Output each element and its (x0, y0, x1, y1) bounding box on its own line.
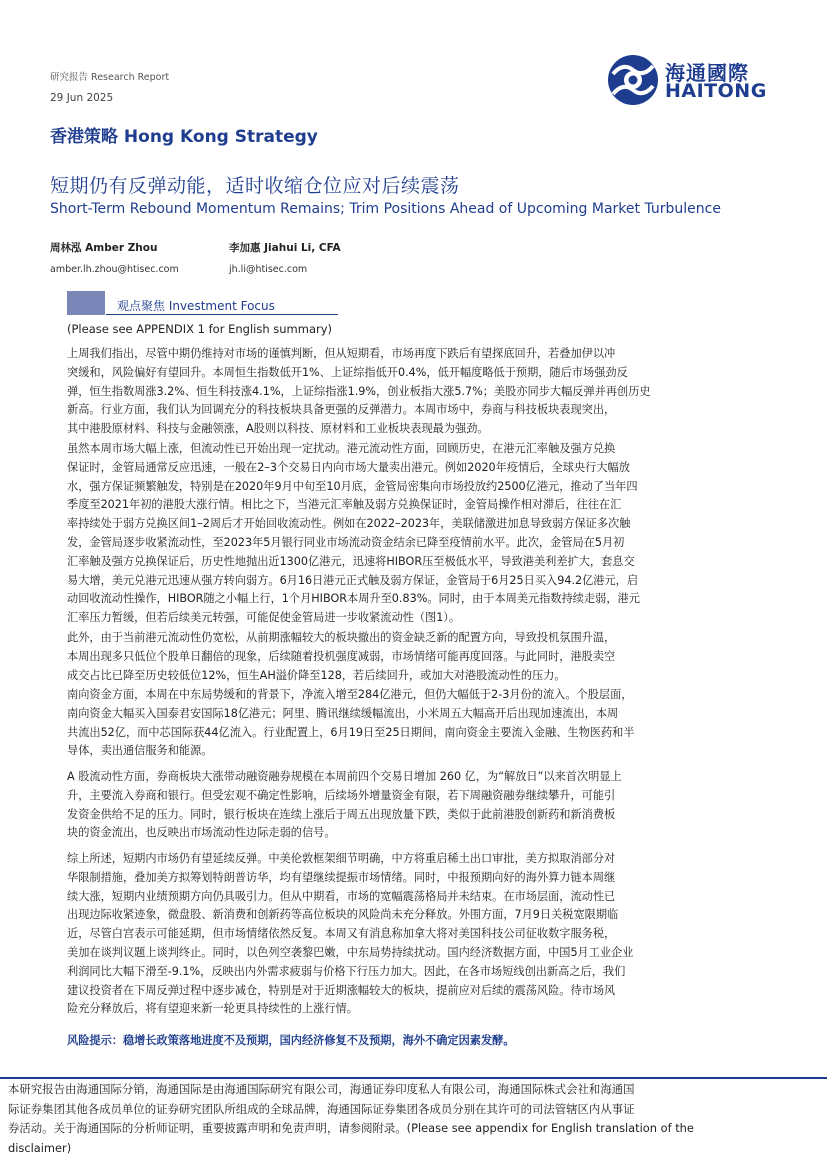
paragraph-line: 出现边际收紧迹象，微盘股、新消费和创新药等高位板块的风险尚未充分释放。外围方面，7月9日关税宽限期临 (67, 908, 619, 922)
paragraph-line: 水，强方保证频繁触发，特别是在2020年9月中旬至10月底，金管局密集向市场投放约2500亿港元，推动了当年四 (67, 479, 638, 493)
strategy-label: 香港策略 Hong Kong Strategy (50, 127, 318, 147)
paragraph-line: 其中港股原材料、科技与金融领涨，A股则以科技、原材料和工业板块表现最为强劲。 (67, 422, 489, 436)
paragraph-line: 发，金管局逐步收紧流动性，至2023年5月银行同业市场流动资金结余已降至疫情前水平。此次，金管局在5月初 (67, 535, 625, 549)
paragraph-southbound (67, 686, 820, 761)
paragraph-speculation (67, 629, 820, 685)
paragraph-line: 华限制措施，叠加美方拟筹划特朗普访华，均有望继续提振市场情绪。同时，中报预期向好的海外算力链本周继 (67, 870, 616, 884)
paragraph-line: 此外，由于当前港元流动性仍宽松，从前期涨幅较大的板块撤出的资金缺乏新的配置方向，导致投机氛围升温， (67, 631, 616, 644)
paragraph-line: 保证时，金管局通常反应迅速，一般在2–3个交易日内向市场大量卖出港元。例如2020年疫情后，全球央行大幅放 (67, 460, 630, 474)
paragraph-line: 动回收流动性操作，HIBOR随之小幅上行，1个月HIBOR本周升至0.83%。同时，由于本周美元指数持续走弱，港元 (67, 592, 640, 606)
title-en: Short-Term Rebound Momentum Remains; Trim Positions Ahead of Upcoming Market Turbulence (50, 201, 721, 217)
paragraph-line: 新高。行业方面，我们认为回调充分的科技板块具备更强的反弹潜力。本周市场中，券商与科技板块表现突出， (67, 403, 616, 417)
paragraph-line: A 股流动性方面，券商板块大涨带动融资融券规模在本周前四个交易日增加 260 亿，为“解放日”以来首次明显上 (67, 770, 622, 783)
paragraph-line: 本周出现多只低位个股单日翻倍的现象，后续随着投机强度减弱，市场情绪可能再度回落。与此同时，港股卖空 (67, 649, 616, 663)
logo-text-en: HAITONG (665, 80, 767, 102)
appendix-note: (Please see APPENDIX 1 for English summary) (67, 322, 333, 336)
paragraph-line: 美加在谈判议题上谈判终止。同时，以色列空袭黎巴嫩，中东局势持续扰动。国内经济数据方面，中国5月工业企业 (67, 945, 634, 959)
paragraph-line: 南向资金大幅买入国泰君安国际18亿港元；阿里、腾讯继续缓幅流出，小米周五大幅高开后出现加速流出，本周 (67, 706, 619, 720)
footer-divider (0, 1077, 827, 1079)
paragraph-market-review (67, 345, 820, 439)
footer-line: 际证券集团其他各成员单位的证券研究团队所组成的全球品牌，海通国际证券集团各成员分别在其许可的司法管辖区内从事证 (8, 1101, 635, 1116)
paragraph-line: 建议投资者在下周反弹过程中逐步减仓，特别是对于近期涨幅较大的板块，提前应对后续的震荡风险。待市场风 (67, 983, 616, 997)
paragraph-line: 发资金供给不足的压力。同时，银行板块在连续上涨后于周五出现放量下跌，类似于此前港股创新药和新消费板 (67, 807, 616, 821)
paragraph-line: 续大涨，短期内业绩预期方向仍具吸引力。但从中期看，市场的宽幅震荡格局并未结束。在市场层面，流动性已 (67, 889, 616, 903)
author-name: 李加惠 Jiahui Li, CFA (229, 242, 341, 254)
risk-warning: 风险提示：稳增长政策落地进度不及预期，国内经济修复不及预期，海外不确定因素发酵。 (67, 1034, 515, 1047)
author-name: 周林泓 Amber Zhou (50, 242, 158, 254)
paragraph-line: 利润同比大幅下滑至-9.1%，反映出内外需求疲弱与价格下行压力加大。因此，在各市场短线创出新高之后，我们 (67, 964, 626, 978)
paragraph-conclusion (67, 850, 820, 1019)
report-date: 29 Jun 2025 (50, 92, 114, 104)
haitong-logo-icon (607, 54, 659, 106)
footer-disclaimer (8, 1080, 820, 1158)
paragraph-line: 险充分释放后，将有望迎来新一轮更具持续性的上涨行情。 (67, 1002, 358, 1016)
paragraph-line: 突缓和，风险偏好有望回升。本周恒生指数低开1%、上证综指低开0.4%，低开幅度略低于预期，随后市场强劲反 (67, 365, 628, 379)
footer-line: disclaimer) (8, 1140, 72, 1155)
report-type: 研究报告 Research Report (50, 72, 170, 83)
paragraph-line: 成交占比已降至历史较低位12%，恒生AH溢价降至128，若后续回升，或加大对港股流动性的压力。 (67, 668, 566, 682)
logo-text-cn: 海通國際 (665, 61, 749, 85)
paragraph-line: 汇率触及强方兑换保证后，历史性地抛出近1300亿港元，迅速将HIBOR压至极低水平，导致港美利差扩大，套息交 (67, 554, 635, 568)
paragraph-line: 块的资金流出，也反映出市场流动性边际走弱的信号。 (67, 826, 336, 840)
paragraph-hkd-liquidity (67, 440, 820, 628)
paragraph-line: 近，尽管白宫表示可能延期，但市场情绪依然反复。本周又有消息称加拿大将对美国科技公司征收数字服务税， (67, 927, 616, 941)
author-email[interactable]: jh.li@htisec.com (229, 264, 308, 275)
paragraph-line: 综上所述，短期内市场仍有望延续反弹。中美伦敦框架细节明确，中方将重启稀土出口审批，美方拟取消部分对 (67, 852, 616, 865)
paragraph-line: 共流出52亿，而中芯国际获44亿流入。行业配置上，6月19日至25日期间，南向资金主要流入金融、生物医药和半 (67, 725, 635, 739)
paragraph-a-share-liquidity (67, 768, 820, 843)
paragraph-line: 上周我们指出，尽管中期仍维持对市场的谨慎判断，但从短期看，市场再度下跌后有望探底回升，若叠加伊以冲 (67, 347, 616, 360)
footer-line: 本研究报告由海通国际分销，海通国际是由海通国际研究有限公司，海通证券印度私人有限公司，海通国际株式会社和海通国 (8, 1082, 635, 1096)
paragraph-line: 导体，卖出通信服务和能源。 (67, 744, 213, 758)
paragraph-line: 易大增，美元兑港元迅速从强方转向弱方。6月16日港元正式触及弱方保证，金管局于6月25日买入94.2亿港元，启 (67, 573, 639, 587)
paragraph-line: 汇率压力暂缓，但若后续美元转强，可能促使金管局进一步收紧流动性（图1）。 (67, 611, 461, 625)
haitong-logo (607, 54, 767, 106)
paragraph-line: 升，主要流入券商和银行。但受宏观不确定性影响，后续场外增量资金有限，若下周融资融券继续攀升，可能引 (67, 788, 616, 802)
paragraph-line: 南向资金方面，本周在中东局势缓和的背景下，净流入增至284亿港元，但仍大幅低于2-3月份的流入。个股层面， (67, 688, 633, 701)
paragraph-line: 季度至2021年初的港股大涨行情。相比之下，当港元汇率触及弱方兑换保证时，金管局操作相对滞后，往往在汇 (67, 498, 622, 512)
paragraph-line: 率持续处于弱方兑换区间1–2周后才开始回收流动性。例如在2022–2023年，美联储激进加息导致弱方保证多次触 (67, 517, 631, 531)
footer-line: 券活动。关于海通国际的分析师证明，重要披露声明和免责声明，请参阅附录。(Please see appendix for English translation of the (8, 1121, 694, 1135)
title-cn: 短期仍有反弹动能，适时收缩仓位应对后续震荡 (50, 175, 460, 197)
author-email[interactable]: amber.lh.zhou@htisec.com (50, 264, 179, 275)
paragraph-line: 弹，恒生指数周涨3.2%、恒生科技涨4.1%，上证综指涨1.9%，创业板指大涨5.7%；美股亦同步大幅反弹并再创历史 (67, 384, 651, 398)
focus-underline (106, 314, 338, 315)
focus-marker (67, 291, 105, 315)
investment-focus-label: 观点聚焦 Investment Focus (117, 299, 275, 313)
paragraph-line: 虽然本周市场大幅上涨，但流动性已开始出现一定扰动。港元流动性方面，回顾历史，在港元汇率触及强方兑换 (67, 442, 616, 455)
